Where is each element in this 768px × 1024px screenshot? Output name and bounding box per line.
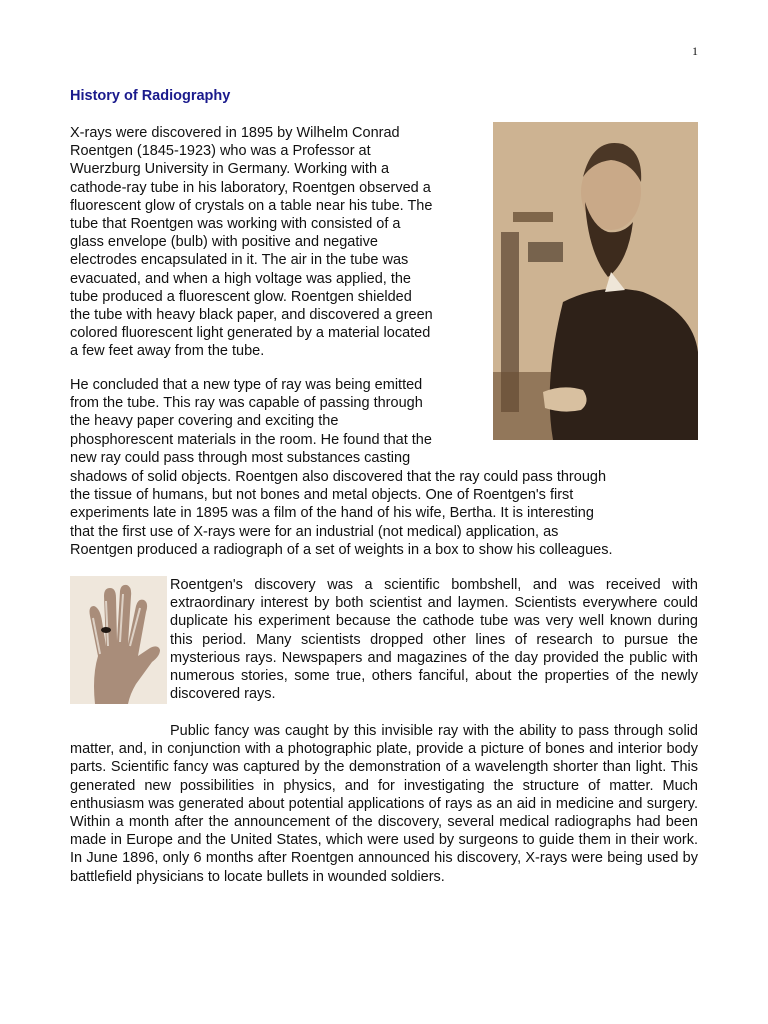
paragraph-3: Roentgen's discovery was a scientific bombshell, and was received with extraordinary interest by both scientist and laymen. Scientists everywhere could duplicate his experiment because the cathode tube was very well known during this period. Many scientists dropped other lines of research to pursue the mysterious rays. Newspapers and magazines of the day provided the public with numerous stories, some true, others fanciful, about the properties of the newly discovered rays. <box>170 577 698 703</box>
paragraph-line: X-rays were discovered in 1895 by Wilhelm Conrad <box>70 125 400 141</box>
roentgen-portrait-photo <box>493 122 698 440</box>
paragraph-line: that the first use of X-rays were for an industrial (not medical) application, as <box>70 523 559 540</box>
paragraph-line: new ray could pass through most substances casting <box>70 449 411 466</box>
paragraph-1 <box>70 124 488 361</box>
paragraph-line: the heavy paper covering and exciting the <box>70 413 339 430</box>
paragraph-line: electrodes encapsulated in it. The air in the tube was <box>70 252 409 269</box>
paragraph-line: cathode-ray tube in his laboratory, Roentgen observed a <box>70 179 431 196</box>
paragraph-4: Public fancy was caught by this invisible ray with the ability to pass through solid matter, and, in conjunction with a photographic plate, provide a picture of bones and interior body parts. Scientific fancy was captured by the demonstration of a wavelength shorter than light. This generated new possibilities in physics, and for investigating the structure of matter. Much enthusiasm was generated about potential applications of rays as an aid in medicine and surgery. Within a month after the announcement of the discovery, several medical radiographs had been made in Europe and the United States, which were used by surgeons to guide them in their work. In June 1896, only 6 months after Roentgen announced his discovery, X-rays were being used by battlefield physicians to locate bullets in wounded soldiers. <box>70 723 698 885</box>
paragraph-2-narrow <box>70 376 488 467</box>
paragraph-line: colored fluorescent light generated by a material located <box>70 325 431 342</box>
paragraph-line: glass envelope (bulb) with positive and negative <box>70 234 378 251</box>
paragraph-line: shadows of solid objects. Roentgen also discovered that the ray could pass through <box>70 469 607 485</box>
paragraph-line: tube produced a fluorescent glow. Roentgen shielded <box>70 288 412 305</box>
paragraph-line: from the tube. This ray was capable of passing through <box>70 395 423 412</box>
paragraph-line: the tissue of humans, but not bones and metal objects. One of Roentgen's first <box>70 487 574 504</box>
paragraph-line: tube that Roentgen was working with consisted of a <box>70 216 401 233</box>
paragraph-2-full <box>70 468 698 559</box>
paragraph-line: phosphorescent materials in the room. He found that the <box>70 431 432 448</box>
paragraph-line: Roentgen (1845-1923) who was a Professor at <box>70 143 371 160</box>
hand-xray-photo <box>70 576 167 704</box>
paragraph-line: He concluded that a new type of ray was being emitted <box>70 377 423 393</box>
paragraph-line: the tube with heavy black paper, and discovered a green <box>70 307 433 324</box>
paragraph-line: experiments late in 1895 was a film of the hand of his wife, Bertha. It is interesting <box>70 505 594 522</box>
paragraph-line: a few feet away from the tube. <box>70 343 265 360</box>
paragraph-line: evacuated, and when a high voltage was applied, the <box>70 270 411 287</box>
paragraph-line: fluorescent glow of crystals on a table near his tube. The <box>70 197 433 214</box>
paragraph-line: Wuerzburg University in Germany. Working with a <box>70 161 390 178</box>
paragraph-line: Roentgen produced a radiograph of a set of weights in a box to show his colleagues. <box>70 541 613 558</box>
page-number: 1 <box>692 44 698 58</box>
document-title: History of Radiography <box>70 88 231 104</box>
